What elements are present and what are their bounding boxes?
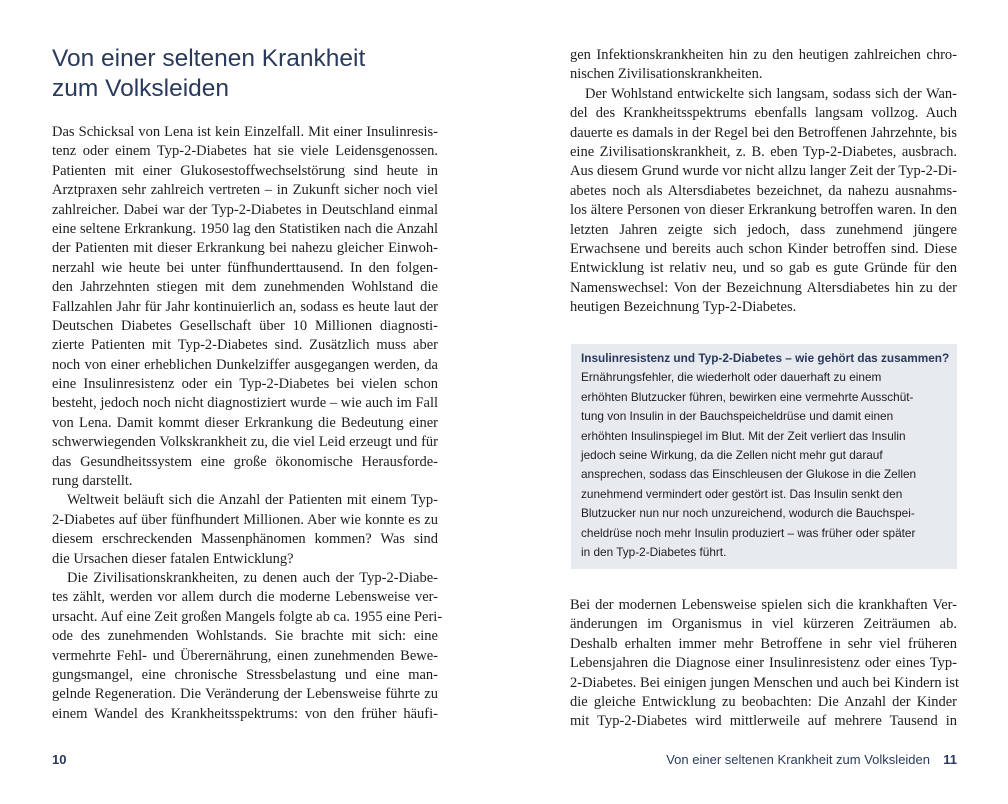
body-line: die Ursachen dieser fatalen Entwicklung? bbox=[52, 550, 294, 567]
body-line: Aus diesem Grund wurde vor nicht allzu langer Zeit der Typ-2-Di- bbox=[570, 163, 957, 180]
info-box-line: erhöhten Insulinspiegel im Blut. Mit der Zeit verliert das Insulin bbox=[581, 428, 906, 443]
page-number-left: 10 bbox=[52, 752, 67, 767]
body-line: Entwicklung ist relativ neu, und so gab es gute Gründe für den bbox=[570, 260, 957, 277]
body-line: Deutschen Diabetes Gesellschaft über 10 Millionen diagnosti- bbox=[52, 317, 438, 334]
body-line: Arztpraxen sehr zahlreich vertreten – in Zukunft sicher noch viel bbox=[52, 182, 438, 199]
body-line: heutigen Bezeichnung Typ-2-Diabetes. bbox=[570, 299, 797, 316]
running-head: Von einer seltenen Krankheit zum Volksleiden bbox=[666, 752, 930, 767]
body-line: tes zählt, werden vor allem durch die moderne Lebensweise ver- bbox=[52, 589, 438, 606]
body-line: diesem erschreckenden Massenphänomen kommen? Was sind bbox=[52, 531, 438, 548]
body-line: nischen Zivilisationskrankheiten. bbox=[570, 66, 763, 83]
body-line: Die Zivilisationskrankheiten, zu denen auch der Typ-2-Diabe- bbox=[67, 569, 438, 586]
body-line: nerzahl wie heute bei unter fünfhunderttausend. In den folgen- bbox=[52, 259, 438, 276]
right-body-text-bottom bbox=[570, 596, 957, 732]
chapter-title-line: zum Volksleiden bbox=[52, 75, 230, 102]
body-line: schwerwiegenden Volkskrankheit zu, die viel Leid erzeugt und für bbox=[52, 434, 438, 451]
info-box-line: in den Typ-2-Diabetes führt. bbox=[581, 545, 727, 560]
info-box-line: tung von Insulin in der Bauchspeicheldrüse und damit einen bbox=[581, 409, 894, 424]
chapter-title bbox=[52, 44, 365, 104]
info-box-line: ansprechen, sodass das Einschleusen der Glukose in die Zellen bbox=[581, 467, 917, 482]
body-line: die gleiche Entwicklung zu beobachten: Die Anzahl der Kinder bbox=[570, 693, 957, 710]
body-line: Das Schicksal von Lena ist kein Einzelfall. Mit einer Insulinresis- bbox=[52, 124, 438, 140]
body-line: eine Zivilisationskrankheit, z. B. eben Typ-2-Diabetes, ausbrach. bbox=[570, 143, 957, 160]
body-line: mit Typ-2-Diabetes wird mittlerweile auf mehrere Tausend in bbox=[570, 713, 957, 730]
info-box bbox=[571, 344, 957, 569]
body-line: Namenswechsel: Von der Bezeichnung Altersdiabetes hin zu der bbox=[570, 279, 957, 296]
body-line: besteht, jedoch noch nicht diagnostiziert wurde – wie auch im Fall bbox=[52, 395, 438, 412]
info-box-line: erhöhten Blutzucker führen, bewirken eine vermehrte Ausschüt- bbox=[581, 389, 914, 404]
body-line: Patienten mit einer Glukosestoffwechselstörung sind heute in bbox=[52, 162, 438, 179]
body-line: ursacht. Auf eine Zeit großen Mangels folgte ab ca. 1955 eine Peri- bbox=[52, 608, 443, 625]
body-line: tenz oder einem Typ-2-Diabetes hat sie viele Leidensgenossen. bbox=[52, 143, 438, 160]
body-line: Lebensjahren die Diagnose einer Insulinresistenz oder eines Typ- bbox=[570, 655, 957, 672]
body-line: Deshalb erhalten immer mehr Betroffene in sehr viel früheren bbox=[570, 635, 957, 652]
body-line: Fallzahlen Jahr für Jahr kontinuierlich an, sodass es heute laut der bbox=[52, 298, 438, 315]
info-box-line: Ernährungsfehler, die wiederholt oder dauerhaft zu einem bbox=[581, 370, 882, 385]
body-line: zahlreicher. Dabei war der Typ-2-Diabetes in Deutschland einmal bbox=[52, 201, 438, 218]
body-line: ode des zunehmenden Wohlstands. Sie brachte mit sich: eine bbox=[52, 628, 438, 645]
body-line: gungsmangel, eine chronische Stressbelastung und eine man- bbox=[52, 666, 438, 683]
body-line: noch von einer erheblichen Dunkelziffer ausgegangen werden, da bbox=[52, 356, 438, 373]
body-line: Weltweit beläuft sich die Anzahl der Patienten mit einem Typ- bbox=[67, 492, 438, 509]
body-line: 2-Diabetes auf über fünfhundert Millionen. Aber wie konnte es zu bbox=[52, 511, 438, 528]
page-number-right: 11 bbox=[943, 752, 957, 767]
body-line: der Patienten mit dieser Erkrankung bei nahezu gleicher Einwoh- bbox=[52, 240, 438, 257]
body-line: gen Infektionskrankheiten hin zu den heutigen zahlreichen chro- bbox=[570, 47, 957, 63]
info-box-line: Blutzucker nun nur noch unzureichend, wodurch die Bauchspei- bbox=[581, 506, 915, 521]
info-box-title: Insulinresistenz und Typ-2-Diabetes – wie gehört das zusammen? bbox=[581, 351, 950, 365]
body-line: gelnde Regeneration. Die Veränderung der Lebensweise führte zu bbox=[52, 686, 438, 703]
body-line: den Jahrzehnten stiegen mit dem zunehmenden Wohlstand die bbox=[52, 279, 438, 296]
body-line: letzten Jahren zeigte sich jedoch, dass zunehmend jüngere bbox=[570, 221, 957, 238]
body-line: von Lena. Damit kommt dieser Erkrankung die Bedeutung einer bbox=[52, 414, 438, 431]
body-line: änderungen im Organismus in viel kürzeren Zeiträumen ab. bbox=[570, 616, 957, 633]
left-body-text bbox=[52, 123, 443, 724]
body-line: los ältere Personen von dieser Erkrankung betroffen waren. In den bbox=[570, 202, 957, 219]
body-line: Der Wohlstand entwickelte sich langsam, sodass sich der Wan- bbox=[585, 85, 957, 102]
body-line: Bei der modernen Lebensweise spielen sich die krankhaften Ver- bbox=[570, 597, 957, 613]
right-body-text-top bbox=[570, 46, 957, 317]
body-line: eine Insulinresistenz oder ein Typ-2-Diabetes bei vielen schon bbox=[52, 376, 438, 393]
body-line: eine seltene Erkrankung. 1950 lag den Statistiken nach die Anzahl bbox=[52, 220, 438, 237]
right-page bbox=[504, 0, 1008, 804]
info-box-line: cheldrüse noch mehr Insulin produziert – was früher oder später bbox=[581, 525, 916, 540]
body-line: del des Krankheitsspektrums ebenfalls langsam vollzog. Auch bbox=[570, 105, 957, 122]
body-line: einem Wandel des Krankheitsspektrums: von den früher häufi- bbox=[52, 705, 438, 722]
body-line: das Gesundheitssystem eine große ökonomische Herausforde- bbox=[52, 453, 438, 470]
body-line: abetes noch als Altersdiabetes bezeichnet, da nahezu ausnahms- bbox=[570, 182, 957, 199]
body-line: Erwachsene und bereits auch schon Kinder betroffen sind. Diese bbox=[570, 240, 957, 257]
info-box-line: zunehmend vermindert oder gestört ist. Das Insulin senkt den bbox=[581, 486, 903, 501]
body-line: dauerte es damals in der Regel bei den Betroffenen Jahrzehnte, bis bbox=[570, 124, 957, 141]
body-line: vermehrte Fehl- und Überernährung, einen zunehmenden Bewe- bbox=[52, 647, 438, 664]
body-line: rung darstellt. bbox=[52, 473, 133, 490]
body-line: 2-Diabetes. Bei einigen jungen Menschen und auch bei Kindern ist bbox=[570, 674, 959, 691]
body-line: zierte Patienten mit Typ-2-Diabetes sind. Zusätzlich muss aber bbox=[52, 337, 438, 354]
chapter-title-line: Von einer seltenen Krankheit bbox=[52, 45, 366, 72]
info-box-line: jedoch seine Wirkung, da die Zellen nicht mehr gut darauf bbox=[581, 448, 883, 463]
